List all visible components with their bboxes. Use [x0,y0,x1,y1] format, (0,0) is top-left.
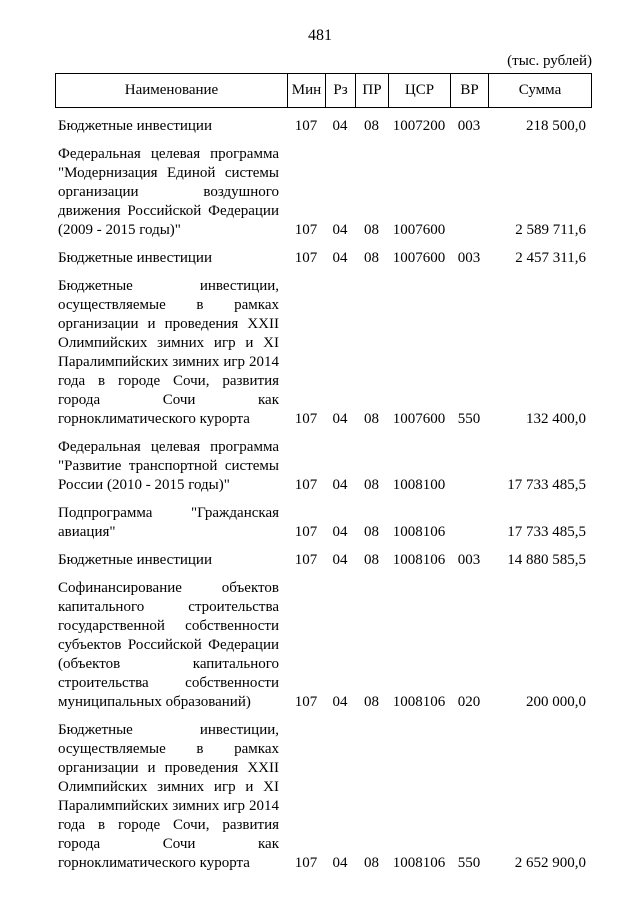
cell-csr: 1007600 [392,222,446,238]
table-row [55,504,592,542]
unit-label: (тыс. рублей) [507,53,592,69]
cell-name: Федеральная целевая программа "Модернизация Единой системы организации воздушного движения Российской Федерации (2009 - 2015 годы)" [58,146,279,238]
table-row [55,551,592,570]
cell-name: Бюджетные инвестиции, осуществляемые в рамках организации и проведения XXII Олимпийских зимних игр и XI Паралимпийских зимних игр 2014 года в городе Сочи, развития города Сочи как горноклиматического курорта [58,722,279,871]
cell-sum: 2 457 311,6 [515,250,586,266]
header-cell-name: Наименование [56,74,288,107]
cell-min: 107 [294,118,318,134]
cell-rz: 04 [332,118,348,134]
cell-vr: 020 [457,694,481,710]
cell-min: 107 [294,411,318,427]
cell-rz: 04 [332,855,348,871]
cell-min: 107 [294,250,318,266]
cell-rz: 04 [332,250,348,266]
cell-vr: 003 [457,118,481,134]
cell-sum: 218 500,0 [526,118,586,134]
table-row [55,579,592,712]
cell-name: Бюджетные инвестиции [58,118,212,134]
header-cell-pr: ПР [356,74,389,107]
cell-sum: 17 733 485,5 [507,524,586,540]
budget-table [55,73,592,905]
cell-pr: 08 [364,694,379,710]
cell-sum: 14 880 585,5 [507,552,586,568]
cell-rz: 04 [332,524,348,540]
cell-min: 107 [294,552,318,568]
cell-pr: 08 [364,222,379,238]
cell-vr: 003 [457,250,481,266]
cell-pr: 08 [364,250,379,266]
cell-min: 107 [294,477,318,493]
table-row [55,438,592,495]
cell-min: 107 [294,222,318,238]
header-cell-min: Мин [288,74,326,107]
cell-pr: 08 [364,411,379,427]
cell-sum: 132 400,0 [526,411,586,427]
cell-pr: 08 [364,524,379,540]
cell-rz: 04 [332,477,348,493]
cell-pr: 08 [364,118,379,134]
table-header-row [55,73,592,108]
cell-csr: 1008106 [392,694,446,710]
cell-min: 107 [294,855,318,871]
cell-sum: 200 000,0 [526,694,586,710]
table-row [55,277,592,429]
table-row [55,117,592,136]
cell-name: Подпрограмма "Гражданская авиация" [58,505,279,540]
table-row [55,145,592,240]
cell-name: Федеральная целевая программа "Развитие транспортной системы России (2010 - 2015 годы)" [58,439,279,493]
cell-pr: 08 [364,855,379,871]
header-cell-sum: Сумма [518,82,562,98]
cell-rz: 04 [332,222,348,238]
cell-csr: 1008106 [392,855,446,871]
cell-rz: 04 [332,552,348,568]
cell-pr: 08 [364,477,379,493]
cell-name: Софинансирование объектов капитального строительства государственной собственности субъектов Российской Федерации (объектов капитального строительства собственности муниципальных образований) [58,580,279,710]
cell-csr: 1007600 [392,250,446,266]
cell-csr: 1008106 [392,552,446,568]
table-row [55,249,592,268]
cell-rz: 04 [332,694,348,710]
cell-vr: 003 [457,552,481,568]
header-cell-csr: ЦСР [389,74,451,107]
cell-sum: 2 589 711,6 [515,222,586,238]
table-row [55,721,592,873]
cell-sum: 2 652 900,0 [514,855,586,871]
header-cell-rz: Рз [326,74,356,107]
table-body [55,117,592,873]
cell-name: Бюджетные инвестиции [58,250,212,266]
cell-pr: 08 [364,552,379,568]
cell-name: Бюджетные инвестиции [58,552,212,568]
cell-rz: 04 [332,411,348,427]
cell-min: 107 [294,694,318,710]
cell-vr: 550 [457,411,481,427]
header-cell-vr: ВР [451,74,489,107]
cell-csr: 1007600 [392,411,446,427]
cell-csr: 1008106 [392,524,446,540]
cell-csr: 1008100 [392,477,446,493]
cell-min: 107 [294,524,318,540]
page-number: 481 [308,27,332,44]
cell-vr: 550 [457,855,481,871]
cell-csr: 1007200 [392,118,446,134]
cell-name: Бюджетные инвестиции, осуществляемые в рамках организации и проведения XXII Олимпийских зимних игр и XI Паралимпийских зимних игр 2014 года в городе Сочи, развития города Сочи как горноклиматического курорта [58,278,279,427]
cell-sum: 17 733 485,5 [507,477,586,493]
